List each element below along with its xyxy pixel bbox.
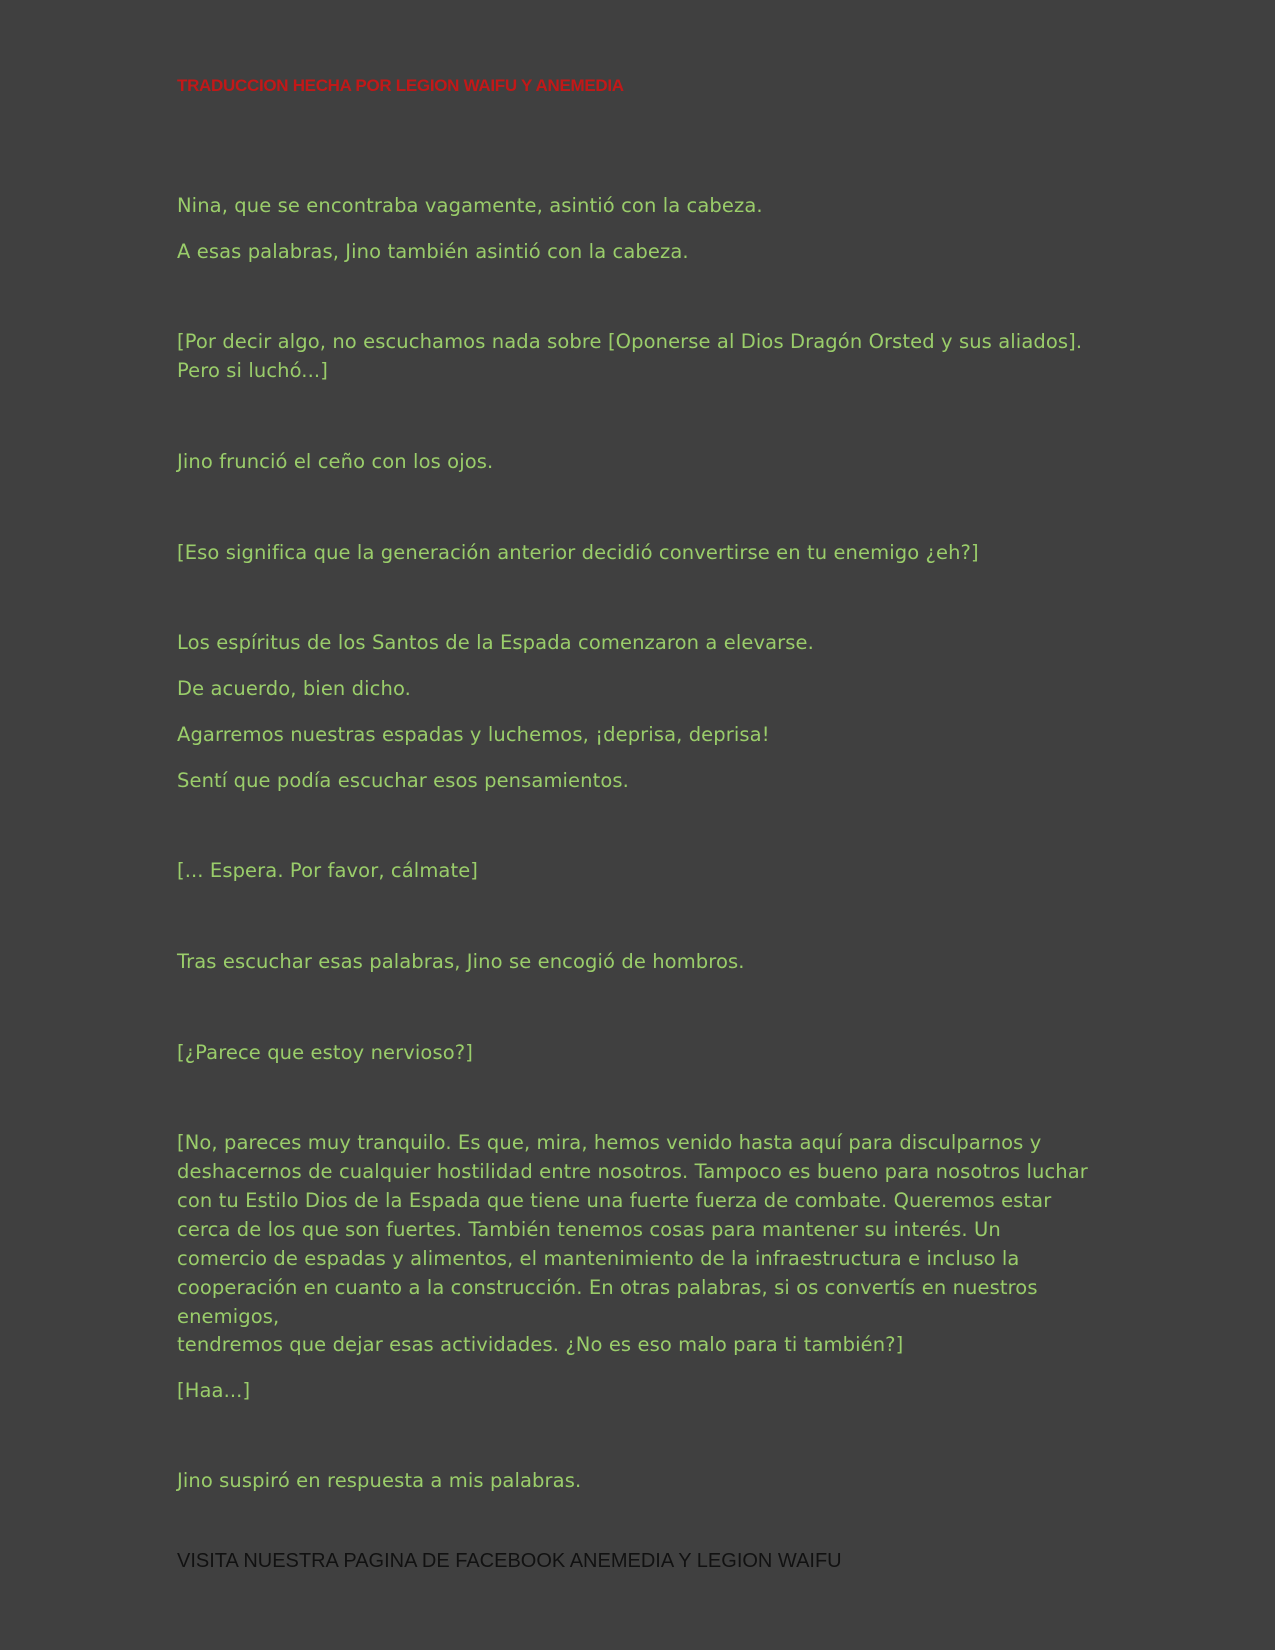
paragraph-10: [... Espera. Por favor, cálmate]	[177, 859, 479, 882]
paragraph-11: Tras escuchar esas palabras, Jino se encogió de hombros.	[177, 950, 745, 973]
translation-credit-header: TRADUCCION HECHA POR LEGION WAIFU Y ANEMEDIA	[177, 76, 624, 95]
paragraph-6: Los espíritus de los Santos de la Espada comenzaron a elevarse.	[177, 631, 814, 654]
paragraph-16: Jino suspiró en respuesta a mis palabras.	[177, 1469, 582, 1492]
paragraph-5: [Eso significa que la generación anterior decidió convertirse en tu enemigo ¿eh?]	[177, 541, 979, 564]
facebook-promo-footer: VISITA NUESTRA PAGINA DE FACEBOOK ANEMEDIA Y LEGION WAIFU	[177, 1550, 842, 1572]
paragraph-4: Jino frunció el ceño con los ojos.	[177, 450, 494, 473]
paragraph-9: Sentí que podía escuchar esos pensamientos.	[177, 769, 629, 792]
paragraph-13: [No, pareces muy tranquilo. Es que, mira, hemos venido hasta aquí para disculparnos y deshacernos de cualquier hostilidad entre nosotros. Tampoco es bueno para nosotros luchar con tu Estilo Dios de la Espada que tiene una fuerte fuerza de combate. Queremos estar cerca de los que son fuertes. También tenemos cosas para mantener su interés. Un comercio de espadas y alimentos, el mantenimiento de la infraestructura e incluso la cooperación en cuanto a la construcción. En otras palabras, si os convertís en nuestros enemigos,	[177, 1131, 1088, 1328]
paragraph-14: tendremos que dejar esas actividades. ¿No es eso malo para ti también?]	[177, 1333, 904, 1356]
paragraph-3: [Por decir algo, no escuchamos nada sobre [Oponerse al Dios Dragón Orsted y sus aliados]. Pero si luchó...]	[177, 330, 1083, 382]
paragraph-12: [¿Parece que estoy nervioso?]	[177, 1041, 473, 1064]
paragraph-2: A esas palabras, Jino también asintió con la cabeza.	[177, 240, 689, 263]
paragraph-1: Nina, que se encontraba vagamente, asintió con la cabeza.	[177, 194, 763, 217]
paragraph-8: Agarremos nuestras espadas y luchemos, ¡deprisa, deprisa!	[177, 723, 770, 746]
paragraph-7: De acuerdo, bien dicho.	[177, 677, 411, 700]
paragraph-15: [Haa...]	[177, 1379, 251, 1402]
